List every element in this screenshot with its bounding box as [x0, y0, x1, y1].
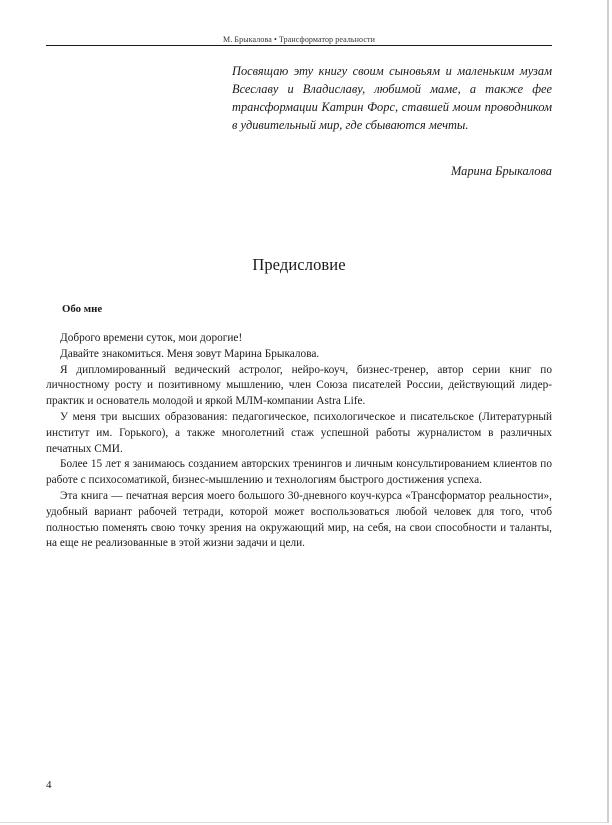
- page-number: 4: [46, 779, 52, 791]
- paragraph-introduction: Давайте знакомиться. Меня зовут Марина Брыкалова.: [60, 347, 320, 360]
- chapter-title: Предисловие: [252, 255, 346, 274]
- paragraph-book-description: Эта книга — печатная версия моего большого 30-дневного коуч-курса «Трансформатор реальности», удобный вариант рабочей тетради, которой может воспользоваться любой человек для того, чтоб полностью поменять свою точку зрения на окружающий мир, на себя, на свои способности и таланты, на еще не реализованные в этой жизни задачи и цели.: [46, 489, 552, 550]
- header-rule: [46, 45, 552, 46]
- section-heading: Обо мне: [62, 303, 103, 315]
- dedication-text: Посвящаю эту книгу своим сыновьям и маленьким музам Всеславу и Владиславу, любимой маме, а также фее трансформации Катрин Форс, ставшей моим проводником в удивительный мир, где сбываются мечты.: [232, 64, 552, 132]
- paragraph-greeting: Доброго времени суток, мои дорогие!: [60, 332, 243, 344]
- paragraph-credentials: Я дипломированный ведический астролог, нейро-коуч, бизнес-тренер, автор серии книг по личностному росту и позитивному мышлению, член Союза писателей России, действующий лидер-практик и основатель молодой и яркой МЛМ-компании Astra Life.: [46, 363, 552, 408]
- paragraph-education: У меня три высших образования: педагогическое, психологическое и писательское (Литературный институт им. Горького), а также многолетний стаж успешной работы журналистом в различных печатных СМИ.: [46, 410, 552, 455]
- dedication-author: Марина Брыкалова: [451, 164, 552, 178]
- paragraph-experience: Более 15 лет я занимаюсь созданием авторских тренингов и личным консультированием клиентов по работе с психосоматикой, бизнес-мышлению и технологиям быстрого достижения успеха.: [46, 458, 552, 487]
- body-text: [46, 331, 552, 552]
- running-header: М. Брыкалова • Трансформатор реальности: [223, 35, 375, 44]
